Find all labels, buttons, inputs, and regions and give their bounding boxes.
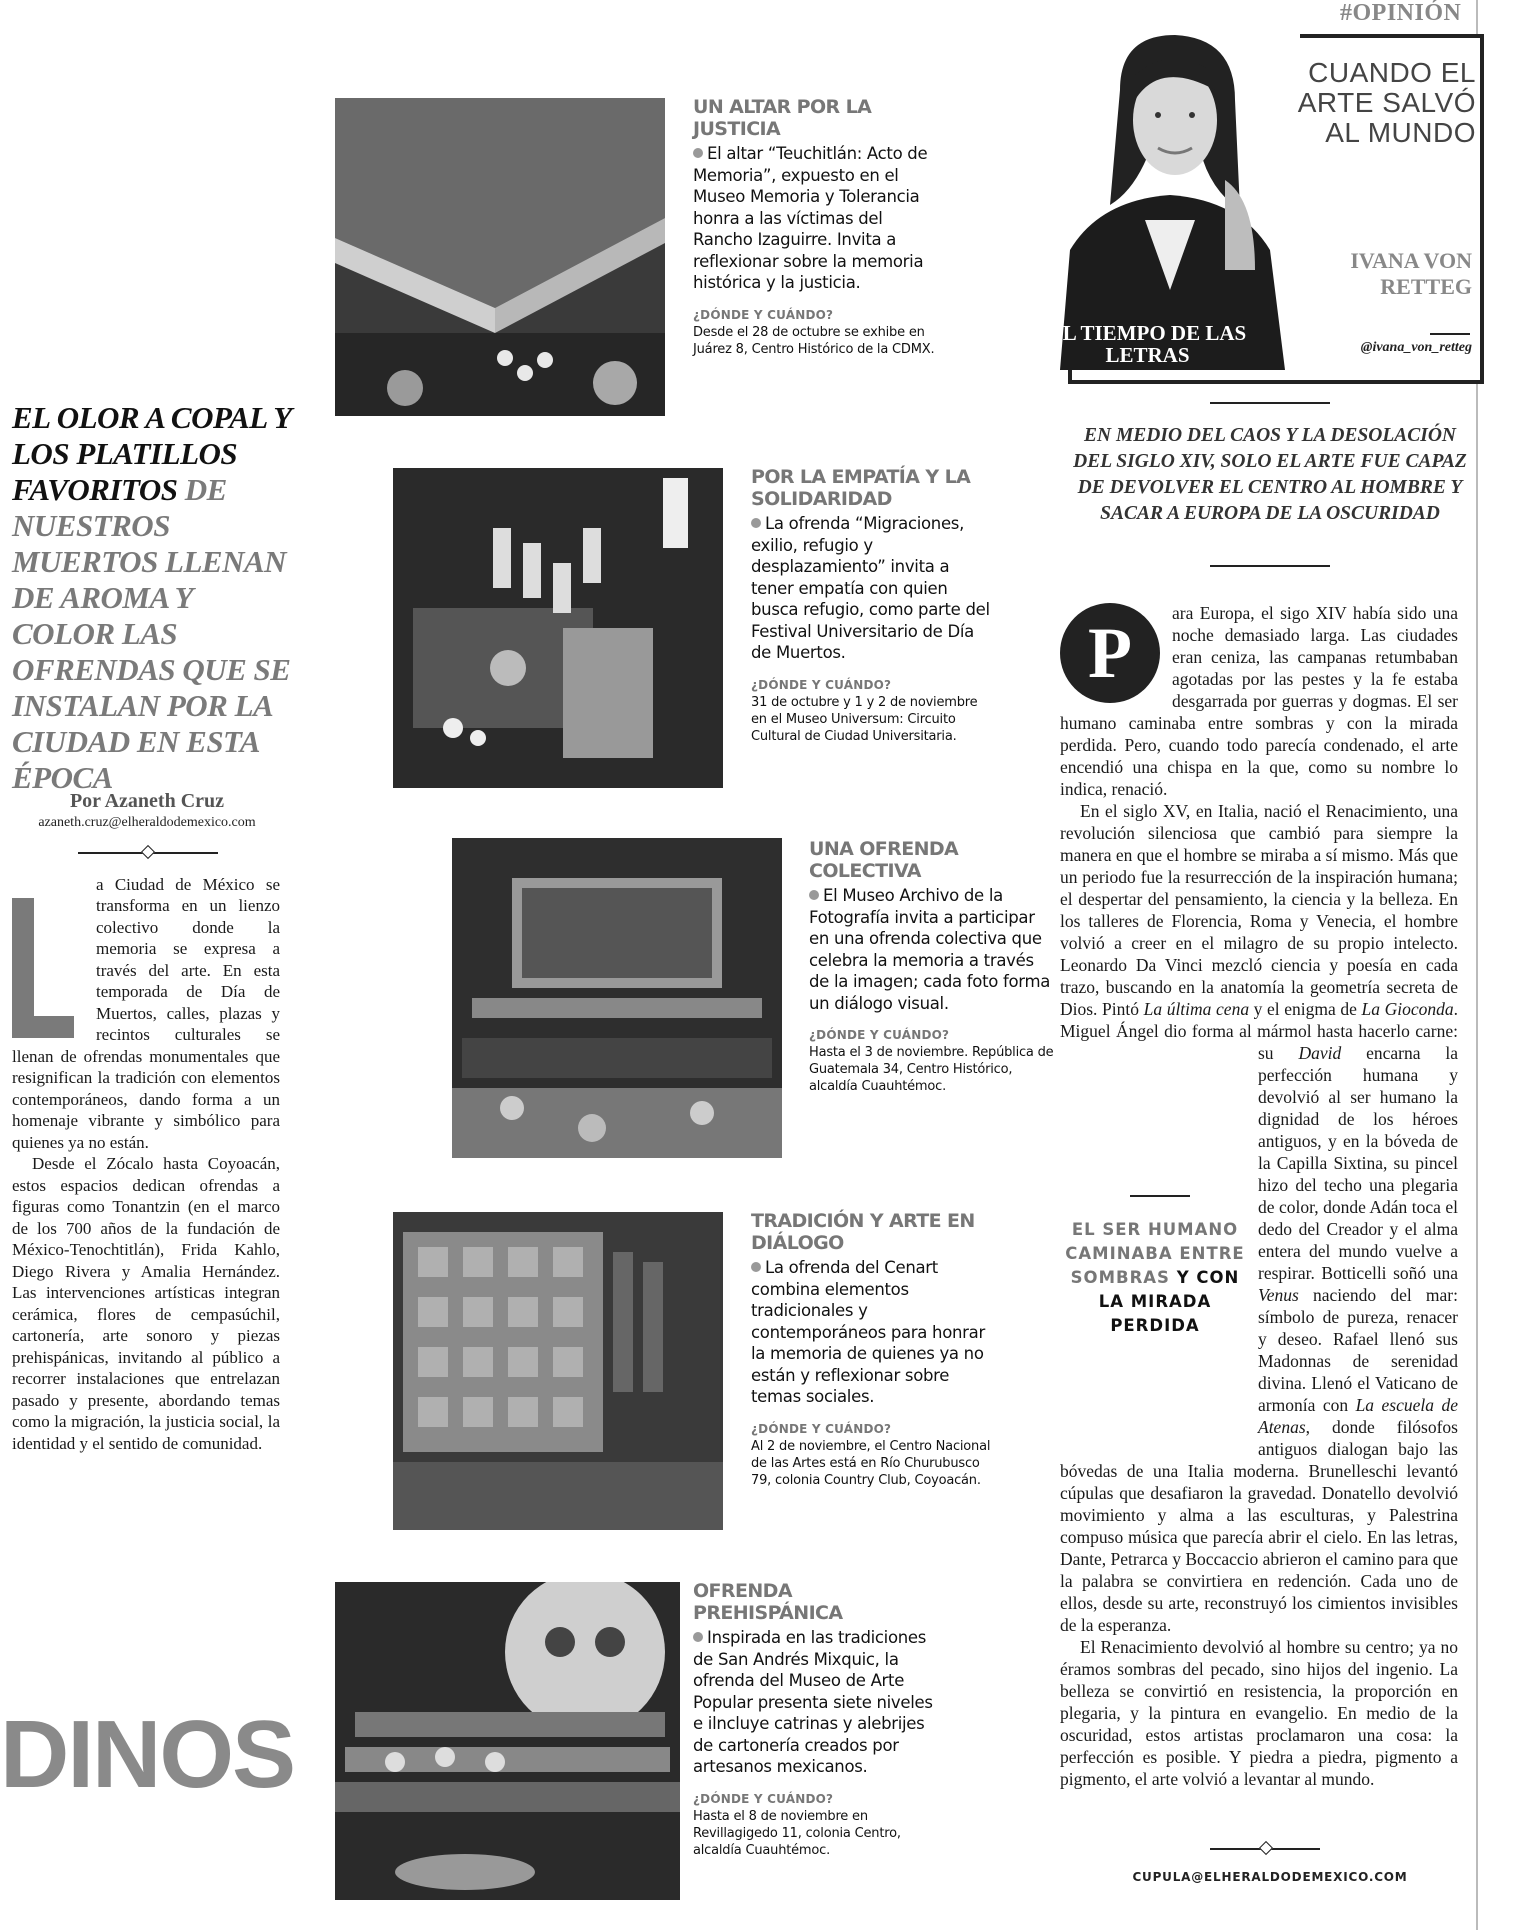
headline-dark: EL OLOR A COPAL Y LOS PLATILLOS FAVORITOS	[12, 400, 291, 507]
byline-email[interactable]: azaneth.cruz@elheraldodemexico.com	[38, 815, 256, 830]
main-headline	[12, 400, 292, 796]
altar-desc: La ofrenda del Cenart combina elementos tradicionales y contemporáneos para honrar la memoria de quienes ya no están y reflexionar sobre temas sociales.	[751, 1258, 985, 1406]
bullet-dot	[809, 890, 819, 900]
column-author: IVANA VON RETTEG	[1350, 248, 1472, 299]
opinion-tag: #OPINIÓN	[1340, 0, 1462, 26]
altar-when-label: ¿DÓNDE Y CUÁNDO?	[809, 1028, 950, 1042]
column-deck: EN MEDIO DEL CAOS Y LA DESOLACIÓN DEL SIGLO XIV, SOLO EL ARTE FUE CAPAZ DE DEVOLVER EL CENTRO AL HOMBRE Y SACAR A EUROPA DE LA OSCURIDAD	[1073, 425, 1467, 524]
altar-title: TRADICIÓN Y ARTE EN DIÁLOGO	[751, 1210, 975, 1254]
altar-desc: La ofrenda “Migraciones, exilio, refugio y desplazamiento” invita a tener empatía con quien busca refugio, como parte del Festival Universitario de Día de Muertos.	[751, 514, 990, 662]
altar-title: POR LA EMPATÍA Y LA SOLIDARIDAD	[751, 466, 971, 510]
lead-paragraph-1	[12, 874, 280, 1154]
dropcap-p: P	[1060, 603, 1160, 703]
lead-text	[12, 874, 280, 1454]
bullet-dot	[693, 1632, 703, 1642]
altar-when: 31 de octubre y 1 y 2 de noviembre en el Museo Universum: Circuito Cultural de Ciudad Universitaria.	[751, 694, 978, 744]
bullet-dot	[751, 1262, 761, 1272]
altar-desc: Inspirada en las tradiciones de San Andrés Mixquic, la ofrenda del Museo de Arte Popular presenta siete niveles e ilncluye catrinas y alebrijes de cartonería creados por artesanos mexicanos.	[693, 1628, 933, 1776]
photo-ofrenda-colectiva	[452, 838, 782, 1158]
altar-when: Desde el 28 de octubre se exhibe en Juárez 8, Centro Histórico de la CDMX.	[693, 324, 935, 357]
bullet-dot	[693, 148, 703, 158]
photo-empatia	[393, 468, 723, 788]
photo-ofrenda-prehispanica	[335, 1582, 680, 1900]
byline	[12, 790, 282, 831]
byline-author: Por Azaneth Cruz	[69, 790, 225, 812]
altar-box-2	[751, 466, 996, 745]
photo-tradicion-arte	[393, 1212, 723, 1530]
pull-quote	[1065, 1218, 1245, 1338]
footer-ornament-diamond	[1259, 1841, 1273, 1855]
author-rule	[1430, 333, 1470, 335]
column-section-name: EL TIEMPO DE LAS LETRAS	[1048, 321, 1247, 367]
altar-desc: El altar “Teuchitlán: Acto de Memoria”, expuesto en el Museo Memoria y Tolerancia honra a las víctimas del Rancho Izaguirre. Invita a reflexionar sobre la memoria histórica y la justicia.	[693, 144, 928, 292]
lead-paragraph-2: Desde el Zócalo hasta Coyoacán, estos espacios dedican ofrendas a figuras como Tonantzin (en el marco de los 700 años de la fundación de México-Tenochtitlán), Frida Kahlo, Diego Rivera y Amalia Hernández. Las intervenciones artísticas integran cerámica, flores de cempasúchil, cartonería, arte sonoro y piezas prehispánicas, invitando al público a recorrer instalaciones que entrelazan pasado y presente, abordando temas como la migración, la justicia social, la identidad y el sentido de comunidad.	[12, 1154, 280, 1453]
photo-altar-justicia	[335, 98, 665, 416]
quote-ornament	[1130, 1195, 1190, 1197]
bullet-dot	[751, 518, 761, 528]
altar-when-label: ¿DÓNDE Y CUÁNDO?	[693, 307, 834, 322]
altar-title: UN ALTAR POR LA JUSTICIA	[693, 96, 872, 140]
altar-when-label: ¿DÓNDE Y CUÁNDO?	[751, 1421, 892, 1436]
column-handle[interactable]: @ivana_von_retteg	[1360, 340, 1472, 355]
altar-when: Hasta el 3 de noviembre. República de Guatemala 34, Centro Histórico, alcaldía Cuauhtémoc.	[809, 1045, 1054, 1094]
ornament-diamond	[141, 845, 155, 859]
altar-title: OFRENDA PREHISPÁNICA	[693, 1580, 843, 1624]
altar-when-label: ¿DÓNDE Y CUÁNDO?	[751, 677, 892, 692]
altar-box-5	[693, 1580, 938, 1859]
pull-quote-dark: Y CON LA MIRADA PERDIDA	[1098, 1268, 1240, 1335]
paragraph-1: a Ciudad de México se transforma en un lienzo colectivo donde la memoria se expresa a través del arte. En esta temporada de Día de Muertos, calles, plazas y recintos culturales se llenan de ofrendas monumentales que resignifican la tradición con elementos contemporáneos, dando forma a un homenaje vibrante y simbólico para quienes ya no están.	[12, 874, 280, 1152]
footer-email[interactable]: CUPULA@ELHERALDODEMEXICO.COM	[1132, 1870, 1408, 1884]
altar-box-4	[751, 1210, 996, 1489]
column-title: CUANDO EL ARTE SALVÓ AL MUNDO	[1297, 57, 1476, 148]
altar-when: Hasta el 8 de noviembre en Revillagigedo 11, colonia Centro, alcaldía Cuauhtémoc.	[693, 1808, 901, 1858]
column-paragraph-1: ara Europa, el sigo XIV había sido una noche demasiado larga. Las ciudades eran ceniza, las campanas retumbaban agotadas por las pestes y la fe estaba desgarrada por guerras y dogmas. El ser humano caminaba entre sombras y con la mirada perdida. Pero, cuando todo parecía condenado, el arte encendió una chispa en la que, como su nombre lo indica, renació.	[1060, 603, 1458, 799]
headline-grey: DE NUESTROS MUERTOS LLENAN DE AROMA Y COLOR LAS OFRENDAS QUE SE INSTALAN POR LA CIUDAD EN ESTA ÉPOCA	[12, 472, 291, 795]
column-body	[1060, 602, 1458, 1790]
altar-desc: El Museo Archivo de la Fotografía invita a participar en una ofrenda colectiva que celebra la memoria a través de la imagen; cada foto forma un diálogo visual.	[809, 886, 1051, 1013]
column-paragraph-2: En el siglo XV, en Italia, nació el Renacimiento, una revolución silenciosa que cambió para siempre la manera en que el hombre se miraba a sí mismo. Más que un periodo fue la resurrección de la inspiración humana; el despertar del pensamiento, la ciencia y la belleza. En los talleres de Florencia, Roma y Venecia, el hombre volvió a creer en el milagro de su propio intelecto. Leonardo Da Vinci mezcló ciencia y poesía en cada trazo, buscando en la anatomía la geometría secreta de Dios. Pintó La última cena y el enigma de La Gioconda. Miguel Ángel dio forma al mármol hasta hacerlo carne: su David encarna la perfección humana y devolvió al ser humano la dignidad de los héroes antiguos, y en la bóveda de la Capilla Sixtina, su pincel hizo del techo una plegaria de color, donde Adán toca el dedo del Creador y el alma entera del mundo vuelve a respirar. Botticelli soñó una Venus naciendo del mar: símbolo de pureza, renacer y deseo. Rafael llenó sus Madonnas de serenidad divina. Llenó el Vaticano de armonía con La escuela de Atenas, donde filósofos antiguos dialogan bajo las bóvedas de una Italia moderna. Brunelleschi levantó cúpulas que desafiaron la gravedad. Donatello devolvió movimiento y alma a las esculturas, y Palestrina compuso música que parecía abrir el cielo. En las letras, Dante, Petrarca y Boccaccio abrieron el camino para que la palabra se convirtiera en redención. Cada uno de ellos, desde su arte, reconstruyó los cimientos invisibles de la esperanza.	[1060, 801, 1458, 1635]
headline-fragment: DINOS	[0, 1701, 295, 1808]
altar-when: Al 2 de noviembre, el Centro Nacional de las Artes está en Río Churubusco 79, colonia Country Club, Coyoacán.	[751, 1438, 991, 1488]
altar-box-3	[809, 838, 1054, 1095]
column-paragraph-3: El Renacimiento devolvió al hombre su centro; ya no éramos sombras del pecado, sino hijos del ingenio. La belleza se convirtió en resistencia, la proporción en plegaria, y la pintura en evangelio. En medio de la oscuridad, estos artistas proclamaron una cosa: la perfección es posible. Y piedra a piedra, pigmento a pigmento, el arte volvió a levantar al mundo.	[1060, 1637, 1458, 1789]
columnist-photo	[1040, 30, 1300, 370]
altar-box-1	[693, 96, 938, 358]
deck-ornament-top	[1210, 402, 1330, 404]
pull-quote-grey: EL SER HUMANO CAMINABA ENTRE SOMBRAS	[1065, 1220, 1245, 1287]
altar-when-label: ¿DÓNDE Y CUÁNDO?	[693, 1791, 834, 1806]
deck-ornament-bottom	[1210, 565, 1330, 567]
altar-title: UNA OFRENDA COLECTIVA	[809, 838, 959, 882]
